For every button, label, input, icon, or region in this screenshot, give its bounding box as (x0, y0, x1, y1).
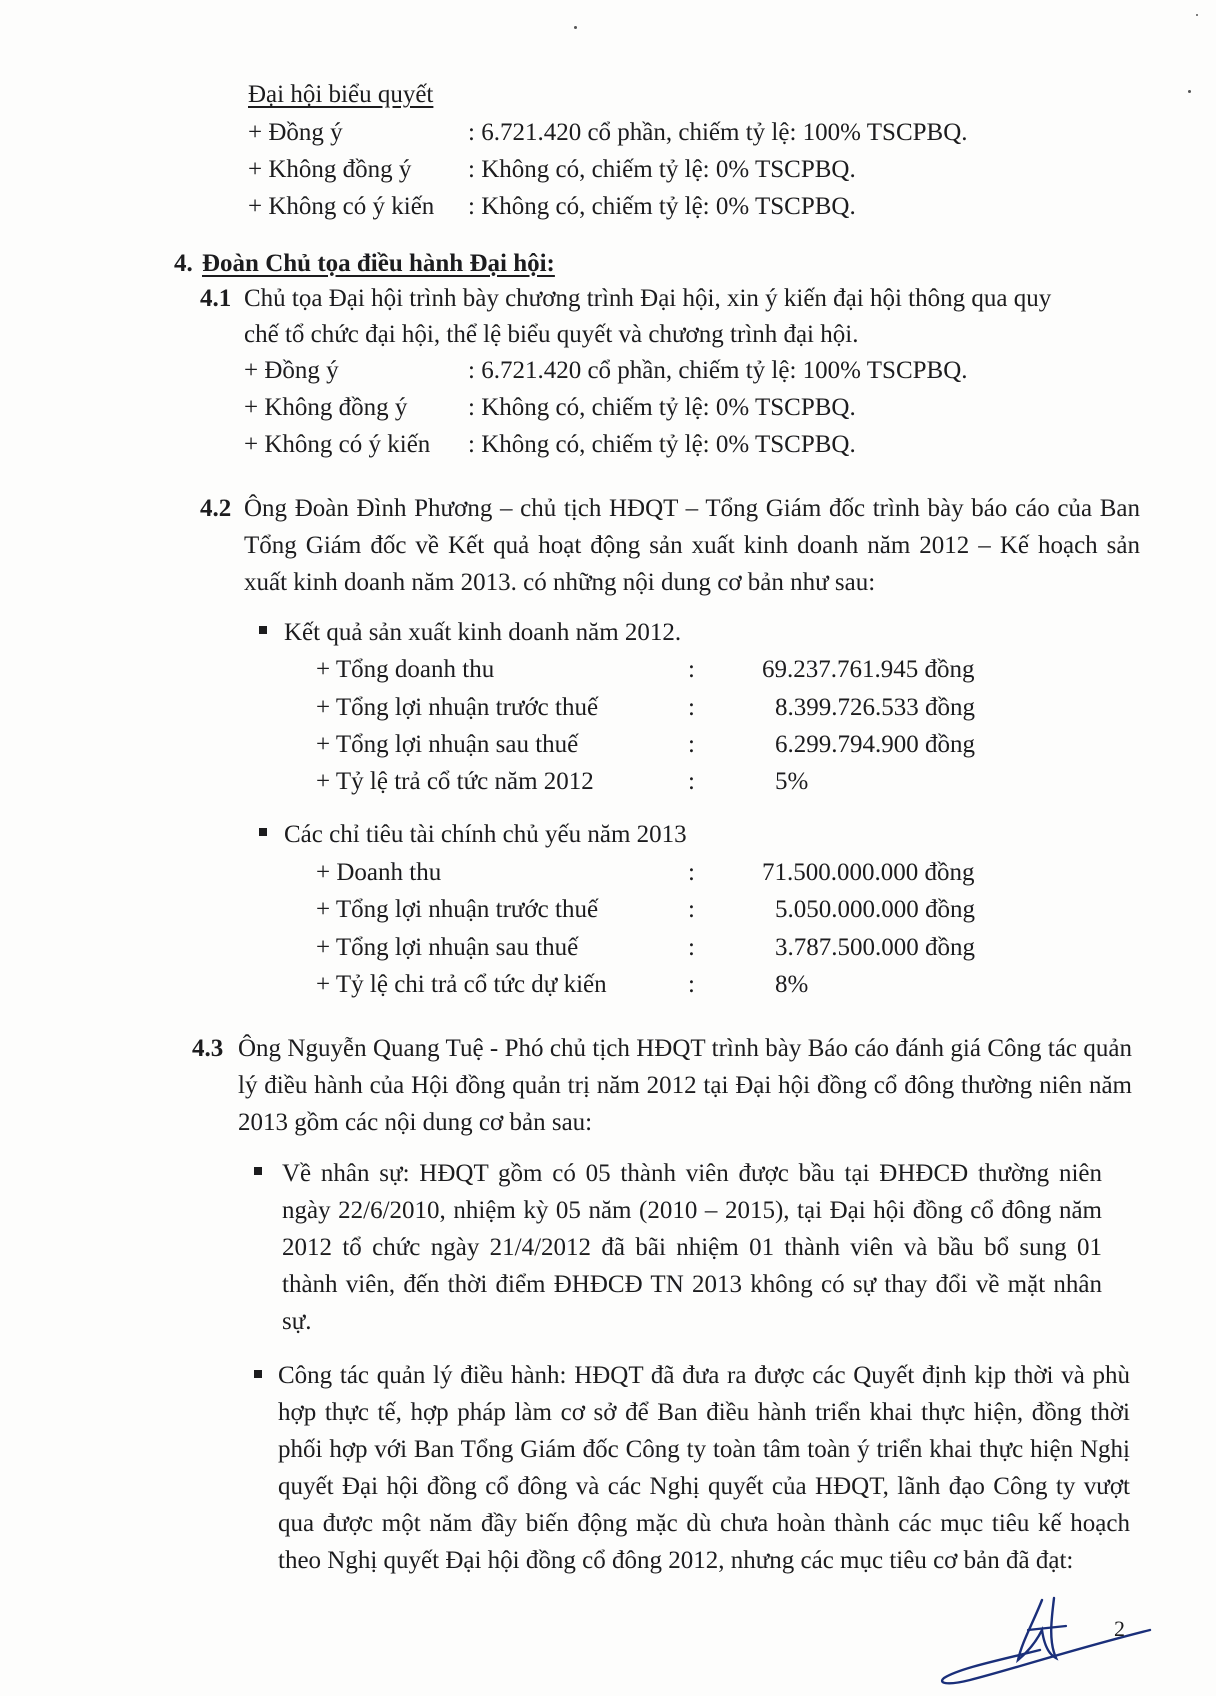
vote-abstain-label: + Không có ý kiến (248, 193, 435, 220)
result-pretax-value: 8.399.726.533 đồng (775, 694, 975, 721)
vote-disagree-value: : Không có, chiếm tỷ lệ: 0% TSCPBQ. (468, 156, 856, 183)
result-aftertax-value: 6.299.794.900 đồng (775, 731, 975, 758)
target-revenue-colon: : (688, 859, 695, 886)
management-bullet-text: Công tác quản lý điều hành: HĐQT đã đưa ra được các Quyết định kịp thời và phù hợp thực tế, hợp pháp làm cơ sở để Ban điều hành triển khai thực hiện, đồng thời phối hợp với Ban Tổng Giám đốc Công ty toàn tâm toàn ý triển khai thực hiện Nghị quyết Đại hội đồng cổ đông và các Nghị quyết của HĐQT, lãnh đạo Công ty vượt qua được một năm đầy biến động mặc dù chưa hoàn thành các mục tiêu kế hoạch theo Nghị quyết Đại hội đồng cổ đông 2012, nhưng các mục tiêu cơ bản đã đạt: (278, 1362, 1130, 1574)
vote-abstain-value: : Không có, chiếm tỷ lệ: 0% TSCPBQ. (468, 193, 856, 220)
handwritten-initials (930, 1580, 1160, 1690)
s41-vote-disagree-label: + Không đồng ý (244, 394, 408, 421)
bullet-icon (254, 1370, 262, 1378)
result-dividend-colon: : (688, 768, 695, 795)
target-aftertax-colon: : (688, 934, 695, 961)
result-aftertax-label: + Tổng lợi nhuận sau thuế (316, 731, 579, 758)
section-4-1-number: 4.1 (200, 285, 232, 312)
target-pretax-colon: : (688, 896, 695, 923)
section-4-1-line2: chế tổ chức đại hội, thể lệ biểu quyết và chương trình đại hội. (244, 321, 859, 348)
target-aftertax-label: + Tổng lợi nhuận sau thuế (316, 934, 579, 961)
section-4-3-text: Ông Nguyễn Quang Tuệ - Phó chủ tịch HĐQT trình bày Báo cáo đánh giá Công tác quản lý điều hành của Hội đồng quản trị năm 2012 tại Đại hội đồng cổ đông thường niên năm 2013 gồm các nội dung cơ bản sau: (238, 1035, 1132, 1136)
target-pretax-label: + Tổng lợi nhuận trước thuế (316, 896, 599, 923)
target-aftertax-value: 3.787.500.000 đồng (775, 934, 975, 961)
section-4-2-number: 4.2 (200, 495, 232, 522)
s41-vote-disagree-value: : Không có, chiếm tỷ lệ: 0% TSCPBQ. (468, 394, 856, 421)
result-pretax-colon: : (688, 694, 695, 721)
s41-vote-abstain-value: : Không có, chiếm tỷ lệ: 0% TSCPBQ. (468, 431, 856, 458)
result-revenue-colon: : (688, 656, 695, 683)
results-2012-heading: Kết quả sản xuất kinh doanh năm 2012. (284, 619, 682, 646)
bullet-icon (254, 1167, 262, 1175)
result-dividend-value: 5% (775, 768, 809, 795)
s41-vote-agree-value: : 6.721.420 cổ phần, chiếm tỷ lệ: 100% TSCPBQ. (468, 357, 968, 384)
result-revenue-label: + Tổng doanh thu (316, 656, 495, 683)
page-number: 2 (1114, 1616, 1125, 1641)
target-pretax-value: 5.050.000.000 đồng (775, 896, 975, 923)
target-dividend-value: 8% (775, 971, 809, 998)
vote-disagree-label: + Không đồng ý (248, 156, 412, 183)
section-4-number: 4. (174, 250, 193, 277)
scan-speck (574, 26, 577, 29)
scan-speck (1196, 14, 1198, 16)
vote-agree-label: + Đồng ý (248, 119, 343, 146)
section-4-1-line1: Chủ tọa Đại hội trình bày chương trình Đại hội, xin ý kiến đại hội thông qua quy (244, 285, 1052, 312)
section-4-3-number: 4.3 (192, 1035, 224, 1062)
personnel-bullet-text: Về nhân sự: HĐQT gồm có 05 thành viên được bầu tại ĐHĐCĐ thường niên ngày 22/6/2010, nhiệm kỳ 05 năm (2010 – 2015), tại Đại hội đồng cổ đông năm 2012 tổ chức ngày 21/4/2012 đã bãi nhiệm 01 thành viên và bầu bổ sung 01 thành viên, đến thời điểm ĐHĐCĐ TN 2013 không có sự thay đổi về mặt nhân sự. (282, 1160, 1102, 1335)
vote-heading: Đại hội biểu quyết (248, 81, 434, 108)
bullet-icon (259, 828, 267, 836)
target-revenue-value: 71.500.000.000 đồng (762, 859, 975, 886)
targets-2013-heading: Các chỉ tiêu tài chính chủ yếu năm 2013 (284, 821, 687, 848)
target-revenue-label: + Doanh thu (316, 859, 442, 886)
bullet-icon (259, 626, 267, 634)
scan-speck (1188, 90, 1191, 93)
result-aftertax-colon: : (688, 731, 695, 758)
section-4-2-text: Ông Đoàn Đình Phương – chủ tịch HĐQT – Tổng Giám đốc trình bày báo cáo của Ban Tổng Giám đốc về Kết quả hoạt động sản xuất kinh doanh năm 2012 – Kế hoạch sản xuất kinh doanh năm 2013. có những nội dung cơ bản như sau: (244, 495, 1140, 596)
section-4-title: Đoàn Chủ tọa điều hành Đại hội: (202, 250, 555, 277)
vote-agree-value: : 6.721.420 cổ phần, chiếm tỷ lệ: 100% TSCPBQ. (468, 119, 968, 146)
s41-vote-agree-label: + Đồng ý (244, 357, 339, 384)
result-revenue-value: 69.237.761.945 đồng (762, 656, 975, 683)
result-pretax-label: + Tổng lợi nhuận trước thuế (316, 694, 599, 721)
s41-vote-abstain-label: + Không có ý kiến (244, 431, 431, 458)
target-dividend-label: + Tỷ lệ chi trả cổ tức dự kiến (316, 971, 607, 998)
result-dividend-label: + Tỷ lệ trả cổ tức năm 2012 (316, 768, 594, 795)
target-dividend-colon: : (688, 971, 695, 998)
